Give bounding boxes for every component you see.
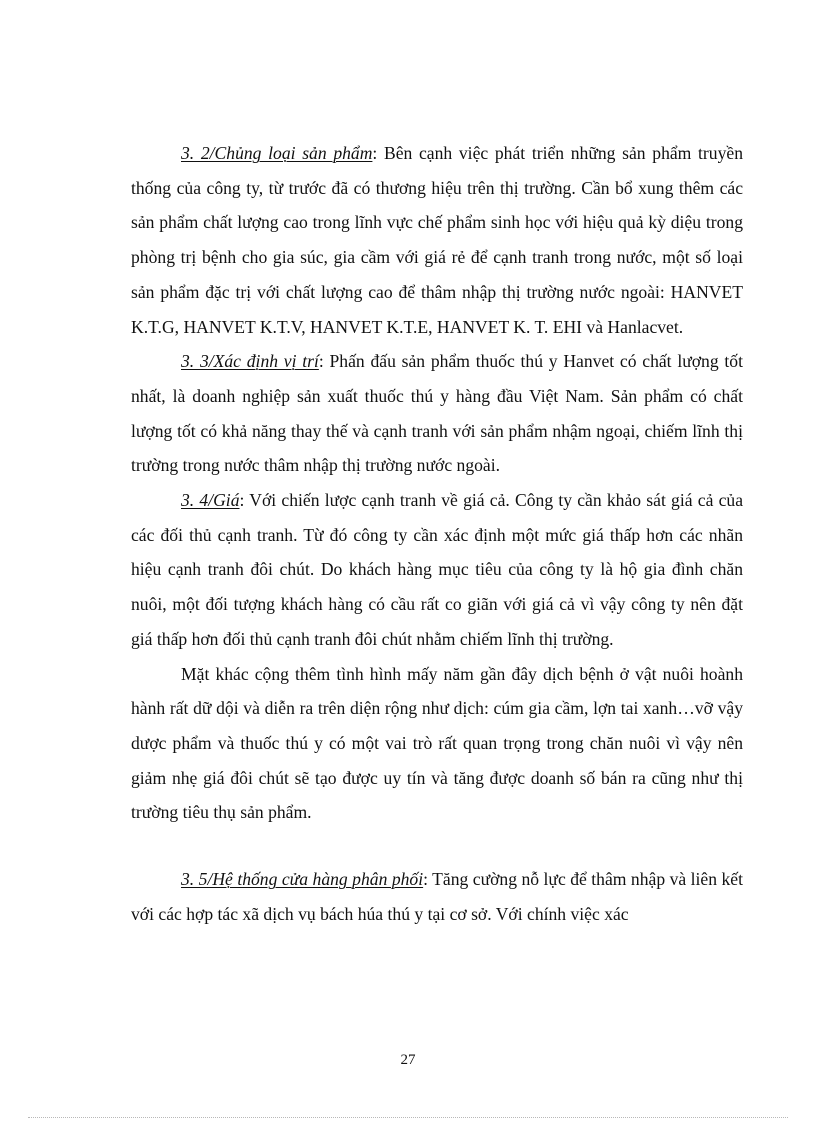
- paragraph-price: [131, 483, 743, 657]
- paragraph-product-categories: [131, 136, 743, 344]
- section-heading-3-5: 3. 5/Hệ thống cửa hàng phân phối: [181, 869, 424, 890]
- section-heading-3-4: 3. 4/Giá: [181, 490, 240, 511]
- paragraph-text: : Tăng cường nỗ lực để thâm nhập và liên kết với các hợp tác xã dịch vụ bách húa thú y tại cơ sở. Với chính việc xác: [131, 869, 743, 924]
- paragraph-positioning: [131, 344, 743, 483]
- paragraph-disease-context: [131, 657, 743, 831]
- paragraph-text: Mặt khác cộng thêm tình hình mấy năm gần đây dịch bệnh ở vật nuôi hoành hành rất dữ dội và diễn ra trên diện rộng như dịch: cúm gia cầm, lợn tai xanh…vỡ vậy dược phẩm và thuốc thú y có một vai trò rất quan trọng trong chăn nuôi vì vậy nên giảm nhẹ giá đôi chút sẽ tạo được uy tín và tăng được doanh số bán ra cũng như thị trường tiêu thụ sản phẩm.: [131, 663, 743, 823]
- section-heading-3-3: 3. 3/Xác định vị trí: [181, 351, 319, 372]
- paragraph-distribution: [131, 862, 743, 931]
- body-text: [131, 136, 743, 931]
- paragraph-text: : Phấn đấu sản phẩm thuốc thú y Hanvet có chất lượng tốt nhất, là doanh nghiệp sản xuất thuốc thú y hàng đầu Việt Nam. Sản phẩm có chất lượng tốt có khả năng thay thế và cạnh tranh với sản phẩm nhậm ngoại, chiếm lĩnh thị trường trong nước thâm nhập thị trường nước ngoài.: [131, 351, 743, 476]
- paragraph-text: : Với chiến lược cạnh tranh về giá cả. Công ty cần khảo sát giá cả của các đối thủ cạnh tranh. Từ đó công ty cần xác định một mức giá thấp hơn các nhãn hiệu cạnh tranh đôi chút. Do khách hàng mục tiêu của công ty là hộ gia đình chăn nuôi, một đối tượng khách hàng có cầu rất co giãn với giá cả vì vậy công ty nên đặt giá thấp hơn đối thủ cạnh tranh đôi chút nhằm chiếm lĩnh thị trường.: [131, 490, 744, 649]
- page-number: 27: [400, 1052, 416, 1068]
- section-heading-3-2: 3. 2/Chủng loại sản phẩm: [181, 143, 373, 163]
- paragraph-text: : Bên cạnh việc phát triển những sản phẩm truyền thống của công ty, từ trước đã có thương hiệu trên thị trường. Cần bổ xung thêm các sản phẩm chất lượng cao trong lĩnh vực chế phẩm sinh học với hiệu quả kỳ diệu trong phòng trị bệnh cho gia súc, gia cầm với giá rẻ để cạnh tranh trong nước, một số loại sản phẩm đặc trị với chất lượng cao để thâm nhập thị trường nước ngoài: HANVET K.T.G, HANVET K.T.V, HANVET K.T.E, HANVET K. T. EHI và Hanlacvet.: [131, 143, 743, 337]
- page-bottom-divider: [28, 1117, 788, 1118]
